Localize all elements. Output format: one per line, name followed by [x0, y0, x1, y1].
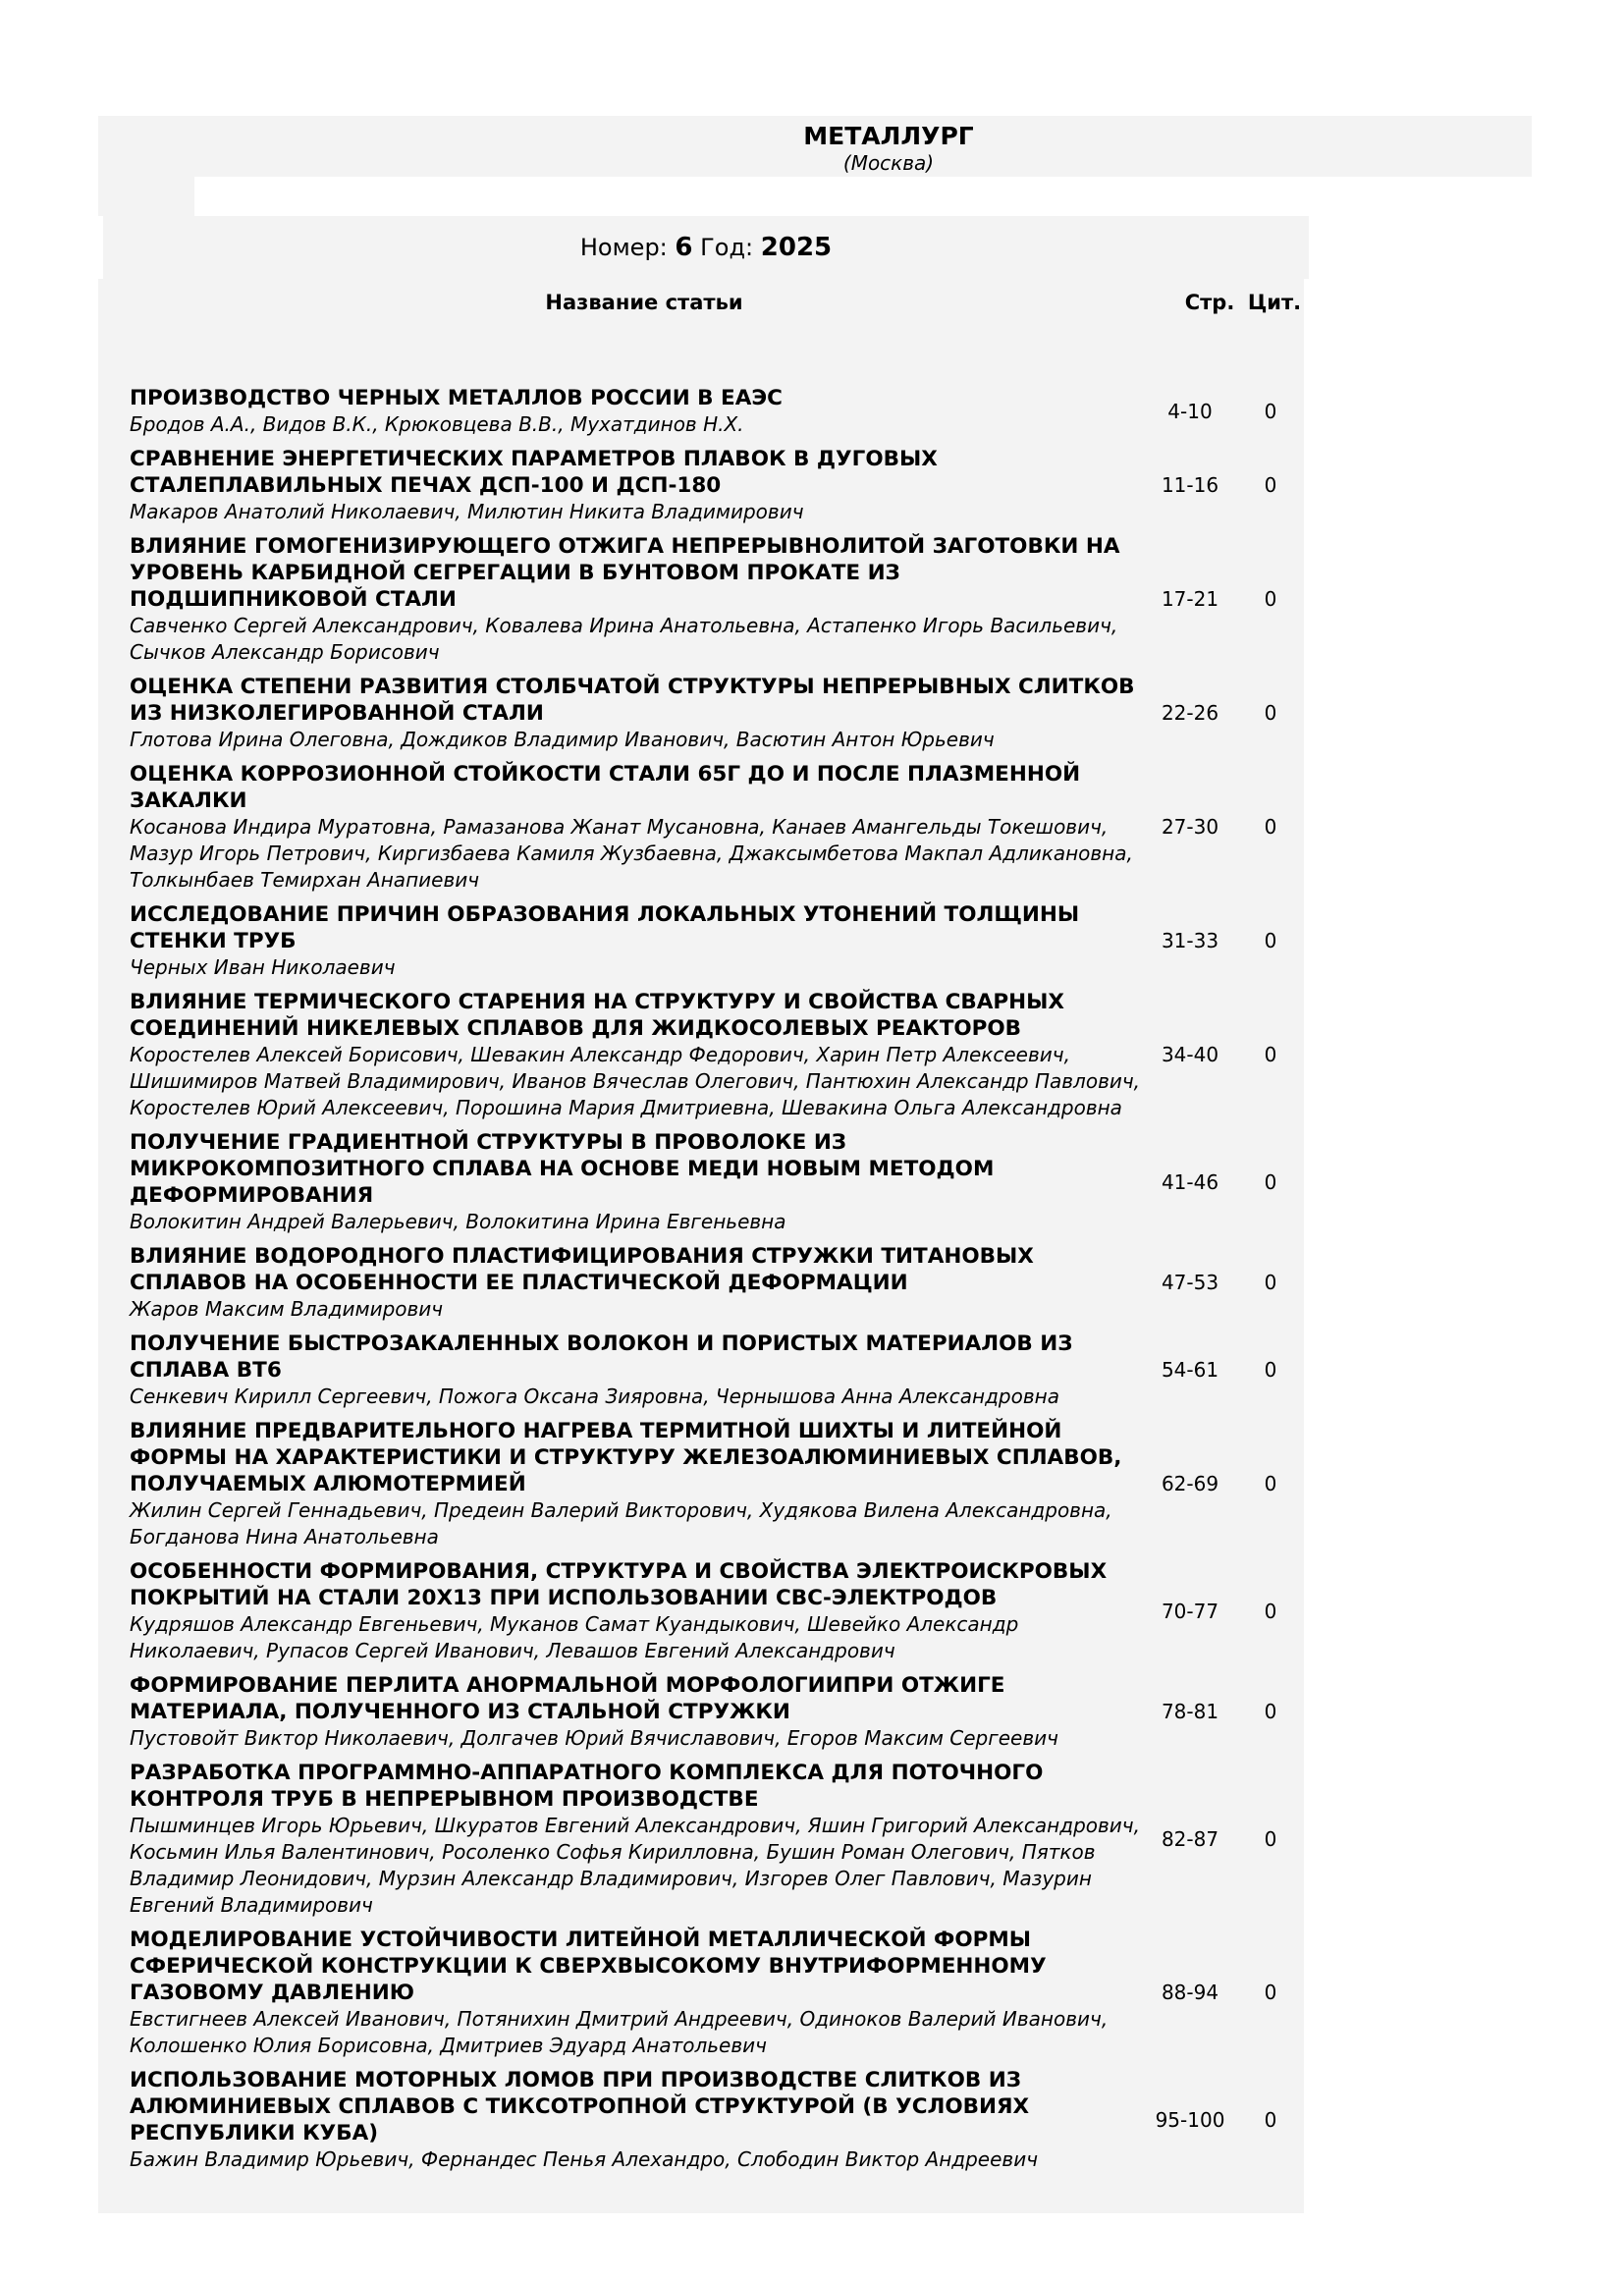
- article-title[interactable]: ПОЛУЧЕНИЕ БЫСТРОЗАКАЛЕННЫХ ВОЛОКОН И ПОРИСТЫХ МАТЕРИАЛОВ ИЗ СПЛАВА ВТ6: [130, 1331, 1073, 1383]
- article-pages: 34-40: [1161, 1043, 1219, 1066]
- article-authors: Жилин Сергей Геннадьевич, Предеин Валерий Викторович, Худякова Вилена Александровна, Богданова Нина Анатольевна: [130, 1498, 1112, 1548]
- article-pages: 31-33: [1161, 929, 1219, 952]
- column-header-citations: Цит.: [1247, 291, 1302, 314]
- article-title[interactable]: ИССЛЕДОВАНИЕ ПРИЧИН ОБРАЗОВАНИЯ ЛОКАЛЬНЫХ УТОНЕНИЙ ТОЛЩИНЫ СТЕНКИ ТРУБ: [130, 902, 1080, 953]
- article-authors: Евстигнеев Алексей Иванович, Потянихин Дмитрий Андреевич, Одиноков Валерий Иванович, Колошенко Юлия Борисовна, Дмитриев Эдуард Анатольевич: [130, 2007, 1109, 2057]
- article-citations: 0: [1264, 587, 1277, 611]
- article-citations: 0: [1264, 1169, 1277, 1194]
- table-row: [98, 2063, 1304, 2177]
- article-title[interactable]: ПРОИЗВОДСТВО ЧЕРНЫХ МЕТАЛЛОВ РОССИИ В ЕАЭС: [130, 386, 783, 410]
- article-title[interactable]: МОДЕЛИРОВАНИЕ УСТОЙЧИВОСТИ ЛИТЕЙНОЙ МЕТАЛЛИЧЕСКОЙ ФОРМЫ СФЕРИЧЕСКОЙ КОНСТРУКЦИИ К СВЕРХВЫСОКОМУ ВНУТРИФОРМЕННОМУ ГАЗОВОМУ ДАВЛЕНИЮ: [130, 1928, 1047, 2005]
- table-row: [98, 1239, 1304, 1327]
- article-authors: Волокитин Андрей Валерьевич, Волокитина Ирина Евгеньевна: [130, 1210, 786, 1233]
- table-row: [98, 1125, 1304, 1239]
- article-authors: Бродов А.А., Видов В.К., Крюковцева В.В., Мухатдинов Н.Х.: [130, 412, 744, 436]
- issue-number: 6: [675, 233, 693, 262]
- article-pages: 47-53: [1161, 1271, 1219, 1294]
- article-pages: 88-94: [1161, 1981, 1219, 2004]
- table-row: [98, 381, 1304, 442]
- article-pages: 95-100: [1155, 2107, 1225, 2132]
- table-of-contents: [98, 279, 1304, 2213]
- article-authors: Бажин Владимир Юрьевич, Фернандес Пенья Алехандро, Слободин Виктор Андреевич: [130, 2147, 1039, 2171]
- table-row: [98, 1668, 1304, 1756]
- header-side-block: [98, 177, 194, 216]
- article-authors: Черных Иван Николаевич: [130, 955, 396, 979]
- article-list: [98, 381, 1304, 2177]
- article-pages: 17-21: [1161, 587, 1219, 611]
- table-row: [98, 1554, 1304, 1668]
- article-citations: 0: [1264, 1472, 1277, 1495]
- article-pages: 70-77: [1161, 1599, 1219, 1623]
- article-pages: 62-69: [1161, 1472, 1219, 1495]
- article-citations: 0: [1264, 1981, 1277, 2004]
- table-row: [98, 670, 1304, 757]
- article-citations: 0: [1264, 1043, 1277, 1066]
- issue-year-label: Год:: [700, 234, 754, 261]
- article-authors: Пустовойт Виктор Николаевич, Долгачев Юрий Вячиславович, Егоров Максим Сергеевич: [130, 1726, 1058, 1750]
- column-header-title: Название статьи: [545, 291, 743, 314]
- article-title[interactable]: ВЛИЯНИЕ ТЕРМИЧЕСКОГО СТАРЕНИЯ НА СТРУКТУРУ И СВОЙСТВА СВАРНЫХ СОЕДИНЕНИЙ НИКЕЛЕВЫХ СПЛАВОВ ДЛЯ ЖИДКОСОЛЕВЫХ РЕАКТОРОВ: [130, 990, 1064, 1041]
- article-authors: Глотова Ирина Олеговна, Дождиков Владимир Иванович, Васютин Антон Юрьевич: [130, 728, 995, 751]
- article-authors: Кудряшов Александр Евгеньевич, Муканов Самат Куандыкович, Шевейко Александр Николаевич, Рупасов Сергей Иванович, Левашов Евгений Александрович: [130, 1612, 1019, 1662]
- article-pages: 41-46: [1161, 1169, 1219, 1194]
- article-title[interactable]: ВЛИЯНИЕ ПРЕДВАРИТЕЛЬНОГО НАГРЕВА ТЕРМИТНОЙ ШИХТЫ И ЛИТЕЙНОЙ ФОРМЫ НА ХАРАКТЕРИСТИКИ И СТРУКТУРУ ЖЕЛЕЗОАЛЮМИНИЕВЫХ СПЛАВОВ, ПОЛУЧАЕМЫХ АЛЮМОТЕРМИЕЙ: [130, 1419, 1122, 1496]
- issue-number-label: Номер:: [579, 234, 668, 261]
- table-header: [98, 279, 1304, 377]
- table-row: [98, 1756, 1304, 1923]
- article-authors: Макаров Анатолий Николаевич, Милютин Никита Владимирович: [130, 500, 804, 523]
- article-citations: 0: [1264, 1358, 1277, 1382]
- article-citations: 0: [1264, 1271, 1277, 1294]
- article-citations: 0: [1264, 1700, 1277, 1723]
- article-pages: 22-26: [1161, 701, 1219, 725]
- article-citations: 0: [1264, 1599, 1277, 1623]
- journal-city: (Москва): [842, 151, 935, 175]
- article-authors: Савченко Сергей Александрович, Ковалева Ирина Анатольевна, Астапенко Игорь Васильевич, Сычков Александр Борисович: [130, 614, 1118, 664]
- article-title[interactable]: СРАВНЕНИЕ ЭНЕРГЕТИЧЕСКИХ ПАРАМЕТРОВ ПЛАВОК В ДУГОВЫХ СТАЛЕПЛАВИЛЬНЫХ ПЕЧАХ ДСП-100 И ДСП-180: [130, 447, 938, 498]
- article-title[interactable]: ФОРМИРОВАНИЕ ПЕРЛИТА АНОРМАЛЬНОЙ МОРФОЛОГИИПРИ ОТЖИГЕ МАТЕРИАЛА, ПОЛУЧЕННОГО ИЗ СТАЛЬНОЙ СТРУЖКИ: [130, 1673, 1005, 1724]
- article-authors: Жаров Максим Владимирович: [130, 1297, 444, 1321]
- article-title[interactable]: ПОЛУЧЕНИЕ ГРАДИЕНТНОЙ СТРУКТУРЫ В ПРОВОЛОКЕ ИЗ МИКРОКОМПОЗИТНОГО СПЛАВА НА ОСНОВЕ МЕДИ НОВЫМ МЕТОДОМ ДЕФОРМИРОВАНИЯ: [130, 1130, 995, 1208]
- article-title[interactable]: ИСПОЛЬЗОВАНИЕ МОТОРНЫХ ЛОМОВ ПРИ ПРОИЗВОДСТВЕ СЛИТКОВ ИЗ АЛЮМИНИЕВЫХ СПЛАВОВ С ТИКСОТРОПНОЙ СТРУКТУРОЙ (В УСЛОВИЯХ РЕСПУБЛИКИ КУБА): [130, 2068, 1030, 2145]
- journal-title: МЕТАЛЛУРГ: [803, 122, 974, 150]
- table-row: [98, 529, 1304, 670]
- article-authors: Пышминцев Игорь Юрьевич, Шкуратов Евгений Александрович, Яшин Григорий Александрович, Косьмин Илья Валентинович, Росоленко Софья Кирилловна, Бушин Роман Олегович, Пятков Владимир Леонидович, Мурзин Александр Владимирович, Изгорев Олег Павлович, Мазурин Евгений Владимирович: [130, 1814, 1140, 1917]
- article-citations: 0: [1264, 399, 1277, 423]
- article-citations: 0: [1264, 701, 1277, 725]
- article-title[interactable]: ВЛИЯНИЕ ВОДОРОДНОГО ПЛАСТИФИЦИРОВАНИЯ СТРУЖКИ ТИТАНОВЫХ СПЛАВОВ НА ОСОБЕННОСТИ ЕЕ ПЛАСТИЧЕСКОЙ ДЕФОРМАЦИИ: [130, 1244, 1034, 1295]
- article-title[interactable]: ОЦЕНКА СТЕПЕНИ РАЗВИТИЯ СТОЛБЧАТОЙ СТРУКТУРЫ НЕПРЕРЫВНЫХ СЛИТКОВ ИЗ НИЗКОЛЕГИРОВАННОЙ СТАЛИ: [130, 675, 1135, 726]
- table-row: [98, 985, 1304, 1125]
- article-title[interactable]: РАЗРАБОТКА ПРОГРАММНО-АППАРАТНОГО КОМПЛЕКСА ДЛЯ ПОТОЧНОГО КОНТРОЛЯ ТРУБ В НЕПРЕРЫВНОМ ПРОИЗВОДСТВЕ: [130, 1761, 1044, 1812]
- issue-year: 2025: [760, 233, 833, 262]
- article-citations: 0: [1264, 929, 1277, 952]
- article-pages: 78-81: [1161, 1700, 1219, 1723]
- article-authors: Коростелев Алексей Борисович, Шевакин Александр Федорович, Харин Петр Алексеевич, Шишимиров Матвей Владимирович, Иванов Вячеслав Олегович, Пантюхин Александр Павлович, Коростелев Юрий Алексеевич, Порошина Мария Дмитриевна, Шевакина Ольга Александровна: [130, 1043, 1141, 1119]
- table-row: [98, 1923, 1304, 2063]
- article-pages: 27-30: [1161, 815, 1219, 839]
- table-row: [98, 1327, 1304, 1414]
- article-citations: 0: [1264, 815, 1277, 839]
- table-row: [98, 1414, 1304, 1554]
- article-authors: Косанова Индира Муратовна, Рамазанова Жанат Мусановна, Канаев Амангельды Токешович, Мазур Игорь Петрович, Киргизбаева Камиля Жузбаевна, Джаксымбетова Макпал Адликановна, Толкынбаев Темирхан Анапиевич: [130, 815, 1133, 892]
- article-citations: 0: [1264, 2107, 1277, 2132]
- article-title[interactable]: ОЦЕНКА КОРРОЗИОННОЙ СТОЙКОСТИ СТАЛИ 65Г ДО И ПОСЛЕ ПЛАЗМЕННОЙ ЗАКАЛКИ: [130, 762, 1081, 813]
- article-citations: 0: [1264, 1826, 1277, 1851]
- table-row: [98, 757, 1304, 897]
- journal-header: [98, 116, 1532, 177]
- article-pages: 11-16: [1161, 473, 1219, 497]
- article-citations: 0: [1264, 473, 1277, 497]
- table-row: [98, 442, 1304, 529]
- table-row: [98, 897, 1304, 985]
- article-pages: 4-10: [1167, 399, 1213, 423]
- column-header-pages: Стр.: [1184, 291, 1235, 314]
- article-pages: 82-87: [1161, 1826, 1219, 1851]
- article-title[interactable]: ВЛИЯНИЕ ГОМОГЕНИЗИРУЮЩЕГО ОТЖИГА НЕПРЕРЫВНОЛИТОЙ ЗАГОТОВКИ НА УРОВЕНЬ КАРБИДНОЙ СЕГРЕГАЦИИ В БУНТОВОМ ПРОКАТЕ ИЗ ПОДШИПНИКОВОЙ СТАЛИ: [130, 534, 1120, 612]
- article-pages: 54-61: [1161, 1358, 1219, 1382]
- article-authors: Сенкевич Кирилл Сергеевич, Пожога Оксана Зияровна, Чернышова Анна Александровна: [130, 1385, 1059, 1408]
- issue-info: [103, 216, 1309, 279]
- article-title[interactable]: ОСОБЕННОСТИ ФОРМИРОВАНИЯ, СТРУКТУРА И СВОЙСТВА ЭЛЕКТРОИСКРОВЫХ ПОКРЫТИЙ НА СТАЛИ 20Х13 ПРИ ИСПОЛЬЗОВАНИИ СВС-ЭЛЕКТРОДОВ: [130, 1559, 1108, 1610]
